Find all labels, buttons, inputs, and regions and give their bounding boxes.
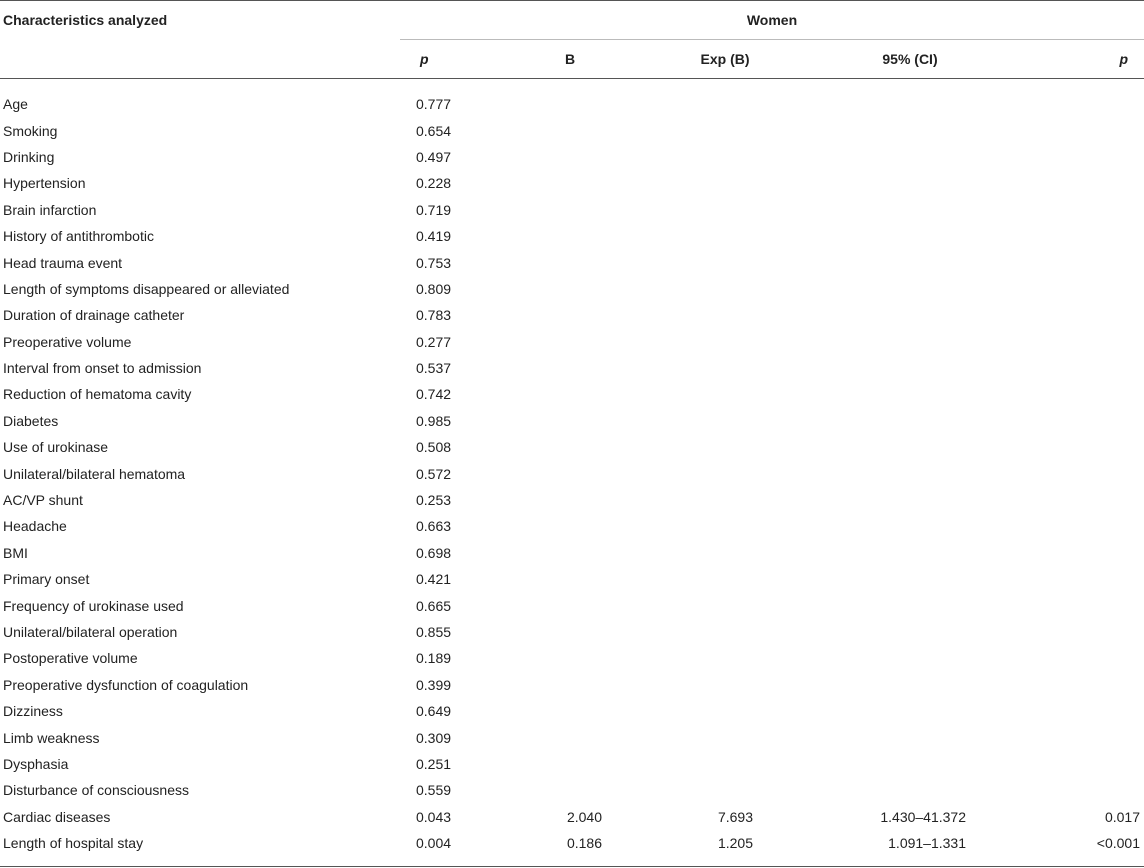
row-exp-b-value: 7.693 [717,808,753,825]
table-row [0,117,1144,143]
row-p-multivariate-value [1020,487,1144,513]
table-row [0,777,1144,803]
row-label: Headache [3,518,67,535]
row-b-value [490,170,650,196]
row-ci-value: 1.091–1.331 [888,835,966,852]
row-p-multivariate-value [1020,117,1144,143]
table-row [0,645,1144,671]
table-row [0,698,1144,724]
table-row [0,566,1144,592]
header-women-group: Women [400,1,1144,40]
row-p-multivariate-value [1020,434,1144,460]
row-ci-value [800,619,1020,645]
row-b-value [490,460,650,486]
row-ci-value [800,751,1020,777]
row-p-multivariate-value: <0.001 [1096,835,1140,852]
row-b-value [490,302,650,328]
row-exp-b-value [650,592,800,618]
row-ci-value [800,408,1020,434]
row-p-multivariate-value [1020,355,1144,381]
row-exp-b-value [650,144,800,170]
table-row [0,329,1144,355]
row-b-value [490,144,650,170]
row-p-multivariate-value [1020,645,1144,671]
row-ci-value [800,460,1020,486]
row-exp-b-value [650,487,800,513]
row-p-value: 0.309 [416,729,452,746]
row-b-value [490,434,650,460]
header-p-multivariate: p [1119,51,1128,67]
row-label: Drinking [3,148,55,165]
row-b-value [490,355,650,381]
row-exp-b-value [650,381,800,407]
row-b-value [490,645,650,671]
row-exp-b-value [650,223,800,249]
row-ci-value [800,276,1020,302]
row-p-multivariate-value [1020,777,1144,803]
row-label: Length of symptoms disappeared or alleviated [3,280,290,297]
row-exp-b-value [650,197,800,223]
row-b-value [490,79,650,118]
row-exp-b-value: 1.205 [717,835,753,852]
row-b-value [490,751,650,777]
table-row [0,592,1144,618]
row-exp-b-value [650,777,800,803]
row-p-value: 0.251 [416,755,452,772]
row-exp-b-value [650,460,800,486]
row-ci-value [800,329,1020,355]
row-b-value [490,777,650,803]
row-p-multivariate-value [1020,592,1144,618]
row-exp-b-value [650,645,800,671]
row-exp-b-value [650,724,800,750]
row-label: Limb weakness [3,729,100,746]
row-exp-b-value [650,698,800,724]
row-p-value: 0.742 [416,386,452,403]
row-label: Reduction of hematoma cavity [3,386,192,403]
row-ci-value [800,117,1020,143]
row-ci-value [800,197,1020,223]
row-b-value [490,223,650,249]
table-row [0,381,1144,407]
table-row [0,170,1144,196]
row-p-value: 0.004 [416,835,452,852]
row-p-multivariate-value [1020,513,1144,539]
row-p-value: 0.399 [416,676,452,693]
row-ci-value [800,777,1020,803]
row-b-value [490,487,650,513]
row-p-multivariate-value [1020,223,1144,249]
row-ci-value [800,79,1020,118]
row-label: Frequency of urokinase used [3,597,184,614]
table-row [0,408,1144,434]
row-label: Preoperative volume [3,333,132,350]
table-row [0,79,1144,118]
row-exp-b-value [650,329,800,355]
row-exp-b-value [650,672,800,698]
row-ci-value [800,698,1020,724]
row-p-value: 0.253 [416,492,452,509]
row-p-value: 0.855 [416,624,452,640]
row-ci-value [800,381,1020,407]
row-p-value: 0.043 [416,808,452,825]
row-p-value: 0.719 [416,201,452,218]
table-row [0,672,1144,698]
table-row [0,223,1144,249]
row-exp-b-value [650,751,800,777]
row-ci-value [800,434,1020,460]
row-label: Dysphasia [3,755,69,772]
table-row [0,830,1144,867]
row-label: Hypertension [3,175,86,192]
row-label: Brain infarction [3,201,97,218]
row-p-multivariate-value [1020,276,1144,302]
row-p-multivariate-value [1020,381,1144,407]
row-b-value [490,117,650,143]
row-p-multivariate-value [1020,79,1144,118]
table-row [0,751,1144,777]
row-p-value: 0.228 [416,175,452,192]
row-p-value: 0.537 [416,360,452,377]
table-row [0,487,1144,513]
row-label: Primary onset [3,571,90,588]
row-p-multivariate-value [1020,302,1144,328]
row-p-value: 0.654 [416,122,452,139]
table-row [0,144,1144,170]
row-label: History of antithrombotic [3,228,154,245]
row-b-value [490,381,650,407]
row-label: AC/VP shunt [3,492,83,509]
row-exp-b-value [650,566,800,592]
row-p-value: 0.277 [416,333,452,350]
row-ci-value [800,540,1020,566]
row-p-value: 0.663 [416,518,452,535]
table-row [0,540,1144,566]
row-label: Length of hospital stay [3,835,144,852]
row-p-value: 0.777 [416,96,452,113]
row-b-value [490,724,650,750]
row-ci-value [800,645,1020,671]
row-p-multivariate-value [1020,698,1144,724]
row-p-multivariate-value [1020,724,1144,750]
row-b-value [490,592,650,618]
row-p-value: 0.985 [416,412,452,429]
row-b-value: 2.040 [566,808,602,825]
row-p-value: 0.508 [416,439,452,456]
row-ci-value [800,249,1020,275]
row-label: Unilateral/bilateral hematoma [3,465,186,482]
row-b-value [490,276,650,302]
header-b: B [564,51,576,67]
row-p-value: 0.809 [416,280,452,297]
table-row [0,197,1144,223]
header-empty [0,40,400,79]
row-label: Head trauma event [3,254,123,271]
row-ci-value [800,672,1020,698]
row-label: Unilateral/bilateral operation [3,624,178,640]
row-p-multivariate-value [1020,144,1144,170]
row-exp-b-value [650,434,800,460]
row-label: Postoperative volume [3,650,138,667]
row-exp-b-value [650,408,800,434]
row-label: Diabetes [3,412,59,429]
table-row [0,249,1144,275]
row-label: Smoking [3,122,58,139]
row-p-multivariate-value [1020,540,1144,566]
row-p-value: 0.698 [416,544,452,561]
row-exp-b-value [650,355,800,381]
row-b-value [490,619,650,645]
header-row-columns [0,40,1144,79]
row-ci-value [800,355,1020,381]
row-p-value: 0.189 [416,650,452,667]
row-p-value: 0.497 [416,148,452,165]
row-p-multivariate-value [1020,197,1144,223]
row-exp-b-value [650,302,800,328]
table-body [0,79,1144,867]
row-b-value [490,249,650,275]
row-p-value: 0.419 [416,228,452,245]
table-row [0,619,1144,645]
row-exp-b-value [650,79,800,118]
table-row [0,302,1144,328]
row-ci-value [800,144,1020,170]
row-p-multivariate-value [1020,408,1144,434]
table-row [0,355,1144,381]
row-exp-b-value [650,249,800,275]
row-p-multivariate-value [1020,170,1144,196]
row-p-multivariate-value: 0.017 [1104,808,1140,825]
row-b-value [490,197,650,223]
row-p-multivariate-value [1020,249,1144,275]
row-p-value: 0.665 [416,597,452,614]
table-row [0,434,1144,460]
row-exp-b-value [650,117,800,143]
row-label: Age [3,96,28,113]
row-label: BMI [3,544,28,561]
row-ci-value [800,302,1020,328]
table-row [0,513,1144,539]
header-exp-b: Exp (B) [700,51,750,67]
row-label: Cardiac diseases [3,808,111,825]
row-label: Duration of drainage catheter [3,307,185,324]
row-label: Dizziness [3,703,63,720]
row-p-value: 0.559 [416,782,452,799]
row-b-value [490,566,650,592]
row-ci-value: 1.430–41.372 [880,808,966,825]
row-b-value [490,513,650,539]
row-p-value: 0.783 [416,307,452,324]
row-ci-value [800,592,1020,618]
row-p-multivariate-value [1020,460,1144,486]
row-b-value [490,540,650,566]
row-ci-value [800,724,1020,750]
row-b-value: 0.186 [566,835,602,852]
row-p-value: 0.572 [416,465,452,482]
row-exp-b-value [650,170,800,196]
table-header [0,1,1144,79]
row-p-value: 0.753 [416,254,452,271]
row-p-multivariate-value [1020,619,1144,645]
row-label: Interval from onset to admission [3,360,202,377]
row-p-multivariate-value [1020,566,1144,592]
row-b-value [490,329,650,355]
row-b-value [490,672,650,698]
table-row [0,804,1144,830]
row-ci-value [800,566,1020,592]
header-p: p [420,51,429,67]
row-exp-b-value [650,540,800,566]
row-exp-b-value [650,619,800,645]
table-row [0,460,1144,486]
row-label: Disturbance of consciousness [3,782,189,799]
row-ci-value [800,487,1020,513]
row-label: Use of urokinase [3,439,109,456]
row-ci-value [800,513,1020,539]
row-p-multivariate-value [1020,329,1144,355]
header-characteristics: Characteristics analyzed [3,12,168,29]
header-row-group [0,1,1144,40]
row-p-value: 0.421 [416,571,452,588]
header-ci: 95% (CI) [882,51,938,67]
row-p-multivariate-value [1020,672,1144,698]
row-ci-value [800,170,1020,196]
row-p-multivariate-value [1020,751,1144,777]
row-b-value [490,698,650,724]
table-row [0,276,1144,302]
row-b-value [490,408,650,434]
row-exp-b-value [650,276,800,302]
table-row [0,724,1144,750]
row-p-value: 0.649 [416,703,452,720]
row-ci-value [800,223,1020,249]
row-label: Preoperative dysfunction of coagulation [3,676,249,693]
row-exp-b-value [650,513,800,539]
